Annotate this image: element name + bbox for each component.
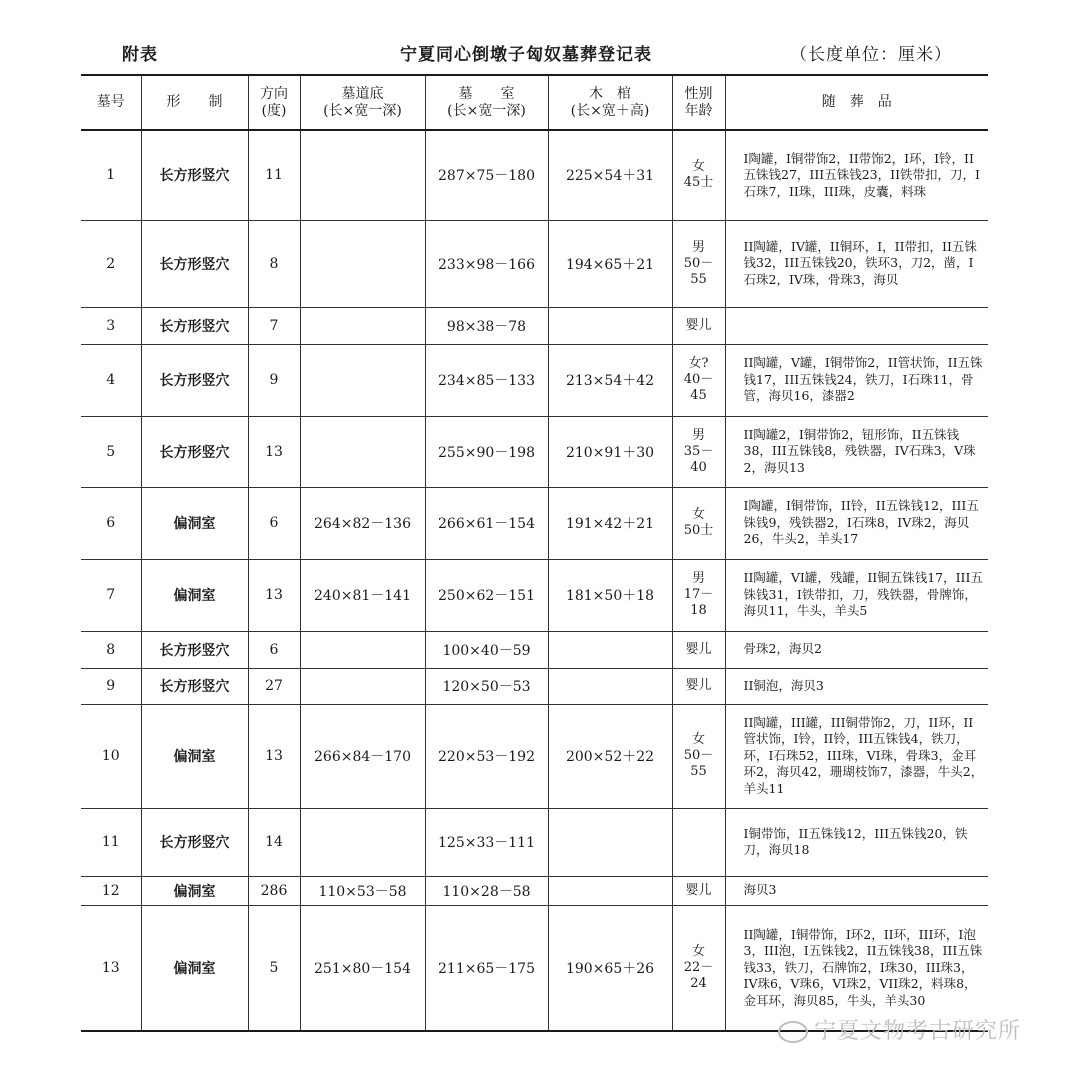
- cell-coffin: 191×42＋21: [548, 487, 672, 559]
- cell-direction: 27: [248, 668, 300, 704]
- header-row: [81, 75, 988, 130]
- wechat-icon: [778, 1021, 808, 1043]
- cell-shape: 偏洞室: [141, 704, 248, 808]
- cell-chamber: 266×61－154: [425, 487, 548, 559]
- cell-direction: 7: [248, 307, 300, 344]
- cell-tomb-no: 2: [81, 220, 141, 307]
- sex-age-text: 40－45: [683, 372, 714, 403]
- cell-direction: 9: [248, 344, 300, 416]
- cell-direction: 13: [248, 559, 300, 631]
- sex-age-text: 婴儿: [685, 317, 712, 333]
- cell-grave-goods: I铜带饰，II五铢钱12，III五铢钱20，铁刀，海贝18: [725, 808, 988, 876]
- cell-shape: 长方形竖穴: [141, 668, 248, 704]
- sex-age-text: 50－55: [683, 748, 714, 779]
- cell-direction: 286: [248, 876, 300, 905]
- cell-passage: 240×81－141: [300, 559, 425, 631]
- cell-passage: [300, 344, 425, 416]
- sex-age-text: 22－24: [683, 959, 714, 991]
- cell-direction: 6: [248, 631, 300, 668]
- cell-passage: [300, 808, 425, 876]
- cell-passage: [300, 220, 425, 307]
- cell-chamber: 287×75－180: [425, 130, 548, 220]
- cell-passage: 264×82－136: [300, 487, 425, 559]
- table-row: [81, 487, 988, 559]
- cell-direction: 13: [248, 416, 300, 487]
- sex-age-text: 婴儿: [685, 678, 712, 693]
- cell-tomb-no: 7: [81, 559, 141, 631]
- cell-chamber: 125×33－111: [425, 808, 548, 876]
- cell-coffin: [548, 876, 672, 905]
- cell-grave-goods: II陶罐，I铜带饰，I环2，II环，III环，I泡3，III泡，I五铢钱2，II五铢钱38，III五铢钱33，铁刀，石牌饰2，I珠30，III珠3，IV珠6，V珠6，VI珠2，VII珠2，料珠8，金耳环，海贝85，牛头，羊头30: [725, 905, 988, 1031]
- cell-direction: 11: [248, 130, 300, 220]
- sex-age-text: 17－18: [683, 587, 714, 618]
- cell-shape: 偏洞室: [141, 905, 248, 1031]
- cell-coffin: [548, 808, 672, 876]
- cell-passage: 266×84－170: [300, 704, 425, 808]
- col-header-grave-goods: 随 葬 品: [725, 75, 988, 130]
- cell-coffin: [548, 631, 672, 668]
- table-row: [81, 344, 988, 416]
- cell-passage: [300, 307, 425, 344]
- col-header-coffin: 木 棺 (长×宽＋高): [548, 75, 672, 130]
- table-row: [81, 876, 988, 905]
- col-header-chamber: 墓 室 (长×宽一深): [425, 75, 548, 130]
- table-row: [81, 220, 988, 307]
- table-row: [81, 130, 988, 220]
- sex-age-text: 45士: [683, 175, 714, 191]
- table-row: [81, 631, 988, 668]
- cell-tomb-no: 1: [81, 130, 141, 220]
- cell-coffin: 200×52＋22: [548, 704, 672, 808]
- table-row: [81, 416, 988, 487]
- cell-grave-goods: II陶罐，IV罐，II铜环，I，II带扣，II五铢钱32，III五铢钱20，铁环3，刀2，凿，I石珠2，IV珠，骨珠3，海贝: [725, 220, 988, 307]
- cell-tomb-no: 8: [81, 631, 141, 668]
- cell-sex-age: [672, 220, 725, 307]
- appendix-label: 附表: [122, 45, 158, 65]
- cell-chamber: 220×53－192: [425, 704, 548, 808]
- cell-sex-age: [672, 344, 725, 416]
- cell-coffin: 213×54＋42: [548, 344, 672, 416]
- cell-grave-goods: 骨珠2，海贝2: [725, 631, 988, 668]
- cell-coffin: 225×54＋31: [548, 130, 672, 220]
- sex-age-text: 女: [691, 732, 705, 747]
- col-header-shape: 形 制: [141, 75, 248, 130]
- cell-sex-age: [672, 631, 725, 668]
- table-row: [81, 905, 988, 1031]
- table-row: [81, 704, 988, 808]
- cell-direction: 13: [248, 704, 300, 808]
- cell-chamber: 233×98－166: [425, 220, 548, 307]
- col-header-direction: 方向 (度): [248, 75, 300, 130]
- cell-grave-goods: II陶罐2，I铜带饰2，钮形饰，II五铢钱38，III五铢钱8，残铁器，IV石珠3，V珠2，海贝13: [725, 416, 988, 487]
- sex-age-text: 女: [691, 159, 705, 175]
- cell-grave-goods: 海贝3: [725, 876, 988, 905]
- cell-chamber: 255×90－198: [425, 416, 548, 487]
- cell-shape: 长方形竖穴: [141, 416, 248, 487]
- cell-direction: 6: [248, 487, 300, 559]
- sex-age-text: 50士: [683, 523, 714, 538]
- cell-coffin: 181×50＋18: [548, 559, 672, 631]
- cell-chamber: 211×65－175: [425, 905, 548, 1031]
- cell-passage: [300, 416, 425, 487]
- table-row: [81, 307, 988, 344]
- cell-tomb-no: 10: [81, 704, 141, 808]
- table-row: [81, 559, 988, 631]
- cell-shape: 长方形竖穴: [141, 220, 248, 307]
- cell-direction: 14: [248, 808, 300, 876]
- cell-grave-goods: I陶罐，I铜带饰2，II带饰2，I环，I铃，II五铢钱27，III五铢钱23，II铁带扣，刀，I石珠7，II珠，III珠，皮囊，料珠: [725, 130, 988, 220]
- cell-passage: [300, 668, 425, 704]
- cell-grave-goods: II陶罐，VI罐，残罐，II铜五铢钱17，III五铢钱31，I铁带扣，刀，残铁器，骨牌饰，海贝11，牛头，羊头5: [725, 559, 988, 631]
- cell-coffin: 194×65＋21: [548, 220, 672, 307]
- cell-shape: 长方形竖穴: [141, 307, 248, 344]
- sex-age-text: 女: [691, 943, 705, 959]
- cell-coffin: [548, 668, 672, 704]
- cell-passage: 110×53－58: [300, 876, 425, 905]
- cell-passage: [300, 631, 425, 668]
- cell-grave-goods: II铜泡，海贝3: [725, 668, 988, 704]
- cell-shape: 偏洞室: [141, 487, 248, 559]
- cell-tomb-no: 12: [81, 876, 141, 905]
- cell-sex-age: [672, 905, 725, 1031]
- cell-shape: 长方形竖穴: [141, 130, 248, 220]
- cell-sex-age: [672, 130, 725, 220]
- cell-coffin: [548, 307, 672, 344]
- cell-tomb-no: 11: [81, 808, 141, 876]
- cell-grave-goods: II陶罐，III罐，III铜带饰2，刀，II环，II管状饰，I铃，II铃，III五铢钱4，铁刀，环，I石珠52，III珠，VI珠，骨珠3，金耳环2，海贝42，珊瑚枝饰7，漆器，牛头2，羊头11: [725, 704, 988, 808]
- cell-tomb-no: 3: [81, 307, 141, 344]
- cell-sex-age: [672, 416, 725, 487]
- sex-age-text: 男: [691, 239, 705, 255]
- cell-sex-age: [672, 559, 725, 631]
- cell-chamber: 234×85－133: [425, 344, 548, 416]
- table-title: 宁夏同心倒墩子匈奴墓葬登记表: [400, 45, 652, 65]
- cell-shape: 长方形竖穴: [141, 808, 248, 876]
- sex-age-text: 男: [691, 427, 705, 443]
- cell-sex-age: [672, 704, 725, 808]
- col-header-passage: 墓道底 (长×宽一深): [300, 75, 425, 130]
- cell-sex-age: [672, 668, 725, 704]
- table-row: [81, 668, 988, 704]
- col-header-no: 墓号: [81, 75, 141, 130]
- cell-tomb-no: 5: [81, 416, 141, 487]
- sex-age-text: 男: [691, 571, 705, 586]
- cell-passage: [300, 130, 425, 220]
- cell-shape: 长方形竖穴: [141, 631, 248, 668]
- table-row: [81, 808, 988, 876]
- cell-direction: 5: [248, 905, 300, 1031]
- cell-sex-age: [672, 487, 725, 559]
- sex-age-text: 婴儿: [685, 882, 712, 898]
- sex-age-text: 50－55: [683, 255, 714, 287]
- cell-tomb-no: 4: [81, 344, 141, 416]
- cell-coffin: 190×65＋26: [548, 905, 672, 1031]
- cell-tomb-no: 9: [81, 668, 141, 704]
- cell-chamber: 110×28－58: [425, 876, 548, 905]
- cell-grave-goods: I陶罐，I铜带饰，II铃，II五铢钱12，III五铢钱9，残铁器2，I石珠8，IV珠2，海贝26，牛头2，羊头17: [725, 487, 988, 559]
- cell-sex-age: [672, 307, 725, 344]
- cell-chamber: 98×38－78: [425, 307, 548, 344]
- cell-shape: 偏洞室: [141, 876, 248, 905]
- unit-note: （长度单位：厘米）: [790, 45, 952, 65]
- sex-age-text: 35－40: [683, 443, 714, 475]
- sex-age-text: 婴儿: [685, 641, 712, 657]
- cell-tomb-no: 6: [81, 487, 141, 559]
- cell-grave-goods: [725, 307, 988, 344]
- cell-chamber: 100×40－59: [425, 631, 548, 668]
- cell-shape: 偏洞室: [141, 559, 248, 631]
- cell-passage: 251×80－154: [300, 905, 425, 1031]
- cell-grave-goods: II陶罐，V罐，I铜带饰2，II管状饰，II五铢钱17，III五铢钱24，铁刀，I石珠11，骨管，海贝16，漆器2: [725, 344, 988, 416]
- cell-chamber: 250×62－151: [425, 559, 548, 631]
- cell-tomb-no: 13: [81, 905, 141, 1031]
- cell-coffin: 210×91＋30: [548, 416, 672, 487]
- cell-direction: 8: [248, 220, 300, 307]
- cell-chamber: 120×50－53: [425, 668, 548, 704]
- tomb-register-table: [81, 74, 988, 1032]
- col-header-sex-age: 性别 年龄: [672, 75, 725, 130]
- cell-sex-age: [672, 808, 725, 876]
- watermark: 宁夏文物考古研究所: [778, 1014, 1021, 1045]
- cell-shape: 长方形竖穴: [141, 344, 248, 416]
- cell-sex-age: [672, 876, 725, 905]
- sex-age-text: 女: [691, 507, 705, 522]
- sex-age-text: 女?: [688, 356, 709, 371]
